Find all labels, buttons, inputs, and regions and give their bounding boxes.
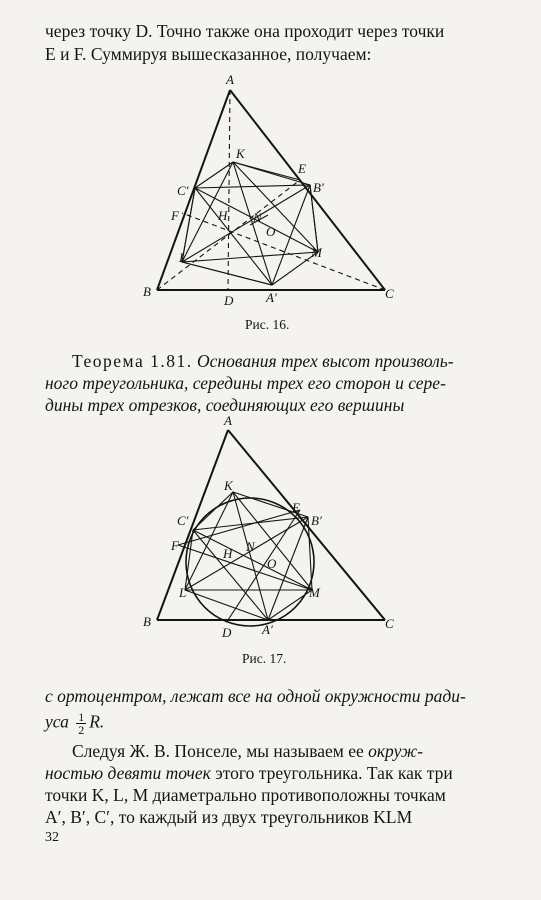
theorem-line-2: ного треугольника, середины трех его сторон и сере-: [45, 373, 446, 393]
label-o: O: [266, 224, 276, 239]
label-l: L: [179, 585, 187, 600]
fraction-one-half: $\frac{1}{2}$: [78, 710, 85, 737]
text-line-1: через точку D. Точно также она проходит через точки: [45, 21, 445, 41]
label-b: B: [143, 284, 151, 299]
label-b-prime: B′: [313, 180, 324, 195]
label-c-prime: C′: [177, 513, 189, 528]
label-c: C: [385, 616, 394, 631]
paragraph-line-3: точки K, L, M диаметрально противоположны точкам: [45, 785, 446, 805]
label-n: N: [246, 539, 255, 554]
label-h: H: [223, 546, 233, 561]
text-line-2: E и F. Суммируя вышесказанное, получаем:: [45, 44, 372, 64]
figure-16: [130, 70, 410, 315]
page-number: 32: [45, 830, 59, 845]
label-b-prime: B′: [311, 513, 322, 528]
paragraph-line-2: ностью девяти точек этого треугольника. Так как три: [45, 763, 453, 783]
label-e: E: [292, 500, 300, 515]
label-n: N: [253, 210, 262, 225]
label-h: H: [218, 208, 228, 223]
label-b: B: [143, 614, 151, 629]
continuation-line-1: с ортоцентром, лежат все на одной окружности ради-: [45, 686, 466, 706]
label-k: K: [224, 478, 233, 493]
continuation-line-2: уса $\frac{1}{2}$ R.: [45, 710, 105, 737]
label-a-prime: A′: [266, 290, 277, 305]
altitude: [228, 90, 230, 290]
label-m: M: [309, 585, 320, 600]
label-a-prime: A′: [262, 622, 273, 637]
figure-17: [130, 410, 410, 655]
paragraph-line-1: Следуя Ж. В. Понселе, мы называем ее окруж-: [72, 741, 424, 761]
theorem-line-1: [72, 351, 454, 371]
label-e: E: [298, 161, 306, 176]
label-f: F: [171, 208, 179, 223]
theorem-line-3: дины трех отрезков, соединяющих его вершины: [45, 395, 405, 415]
figure-16-caption: Рис. 16.: [245, 317, 290, 332]
label-l: L: [179, 250, 187, 265]
label-k: K: [236, 146, 245, 161]
paragraph-line-4: A′, B′, C′, то каждый из двух треугольников KLM: [45, 807, 413, 827]
label-c: C: [385, 286, 394, 301]
label-d: D: [224, 293, 234, 308]
label-a: A: [224, 413, 232, 428]
theorem-label: Теорема 1.81.: [72, 351, 193, 371]
figure-17-caption: Рис. 17.: [242, 651, 287, 666]
theorem-text-1: Основания трех высот произволь-: [197, 351, 454, 371]
label-m: M: [311, 245, 322, 260]
label-o: O: [267, 556, 277, 571]
label-c-prime: C′: [177, 183, 189, 198]
label-a: A: [226, 72, 234, 87]
label-d: D: [222, 625, 232, 640]
label-f: F: [171, 538, 179, 553]
